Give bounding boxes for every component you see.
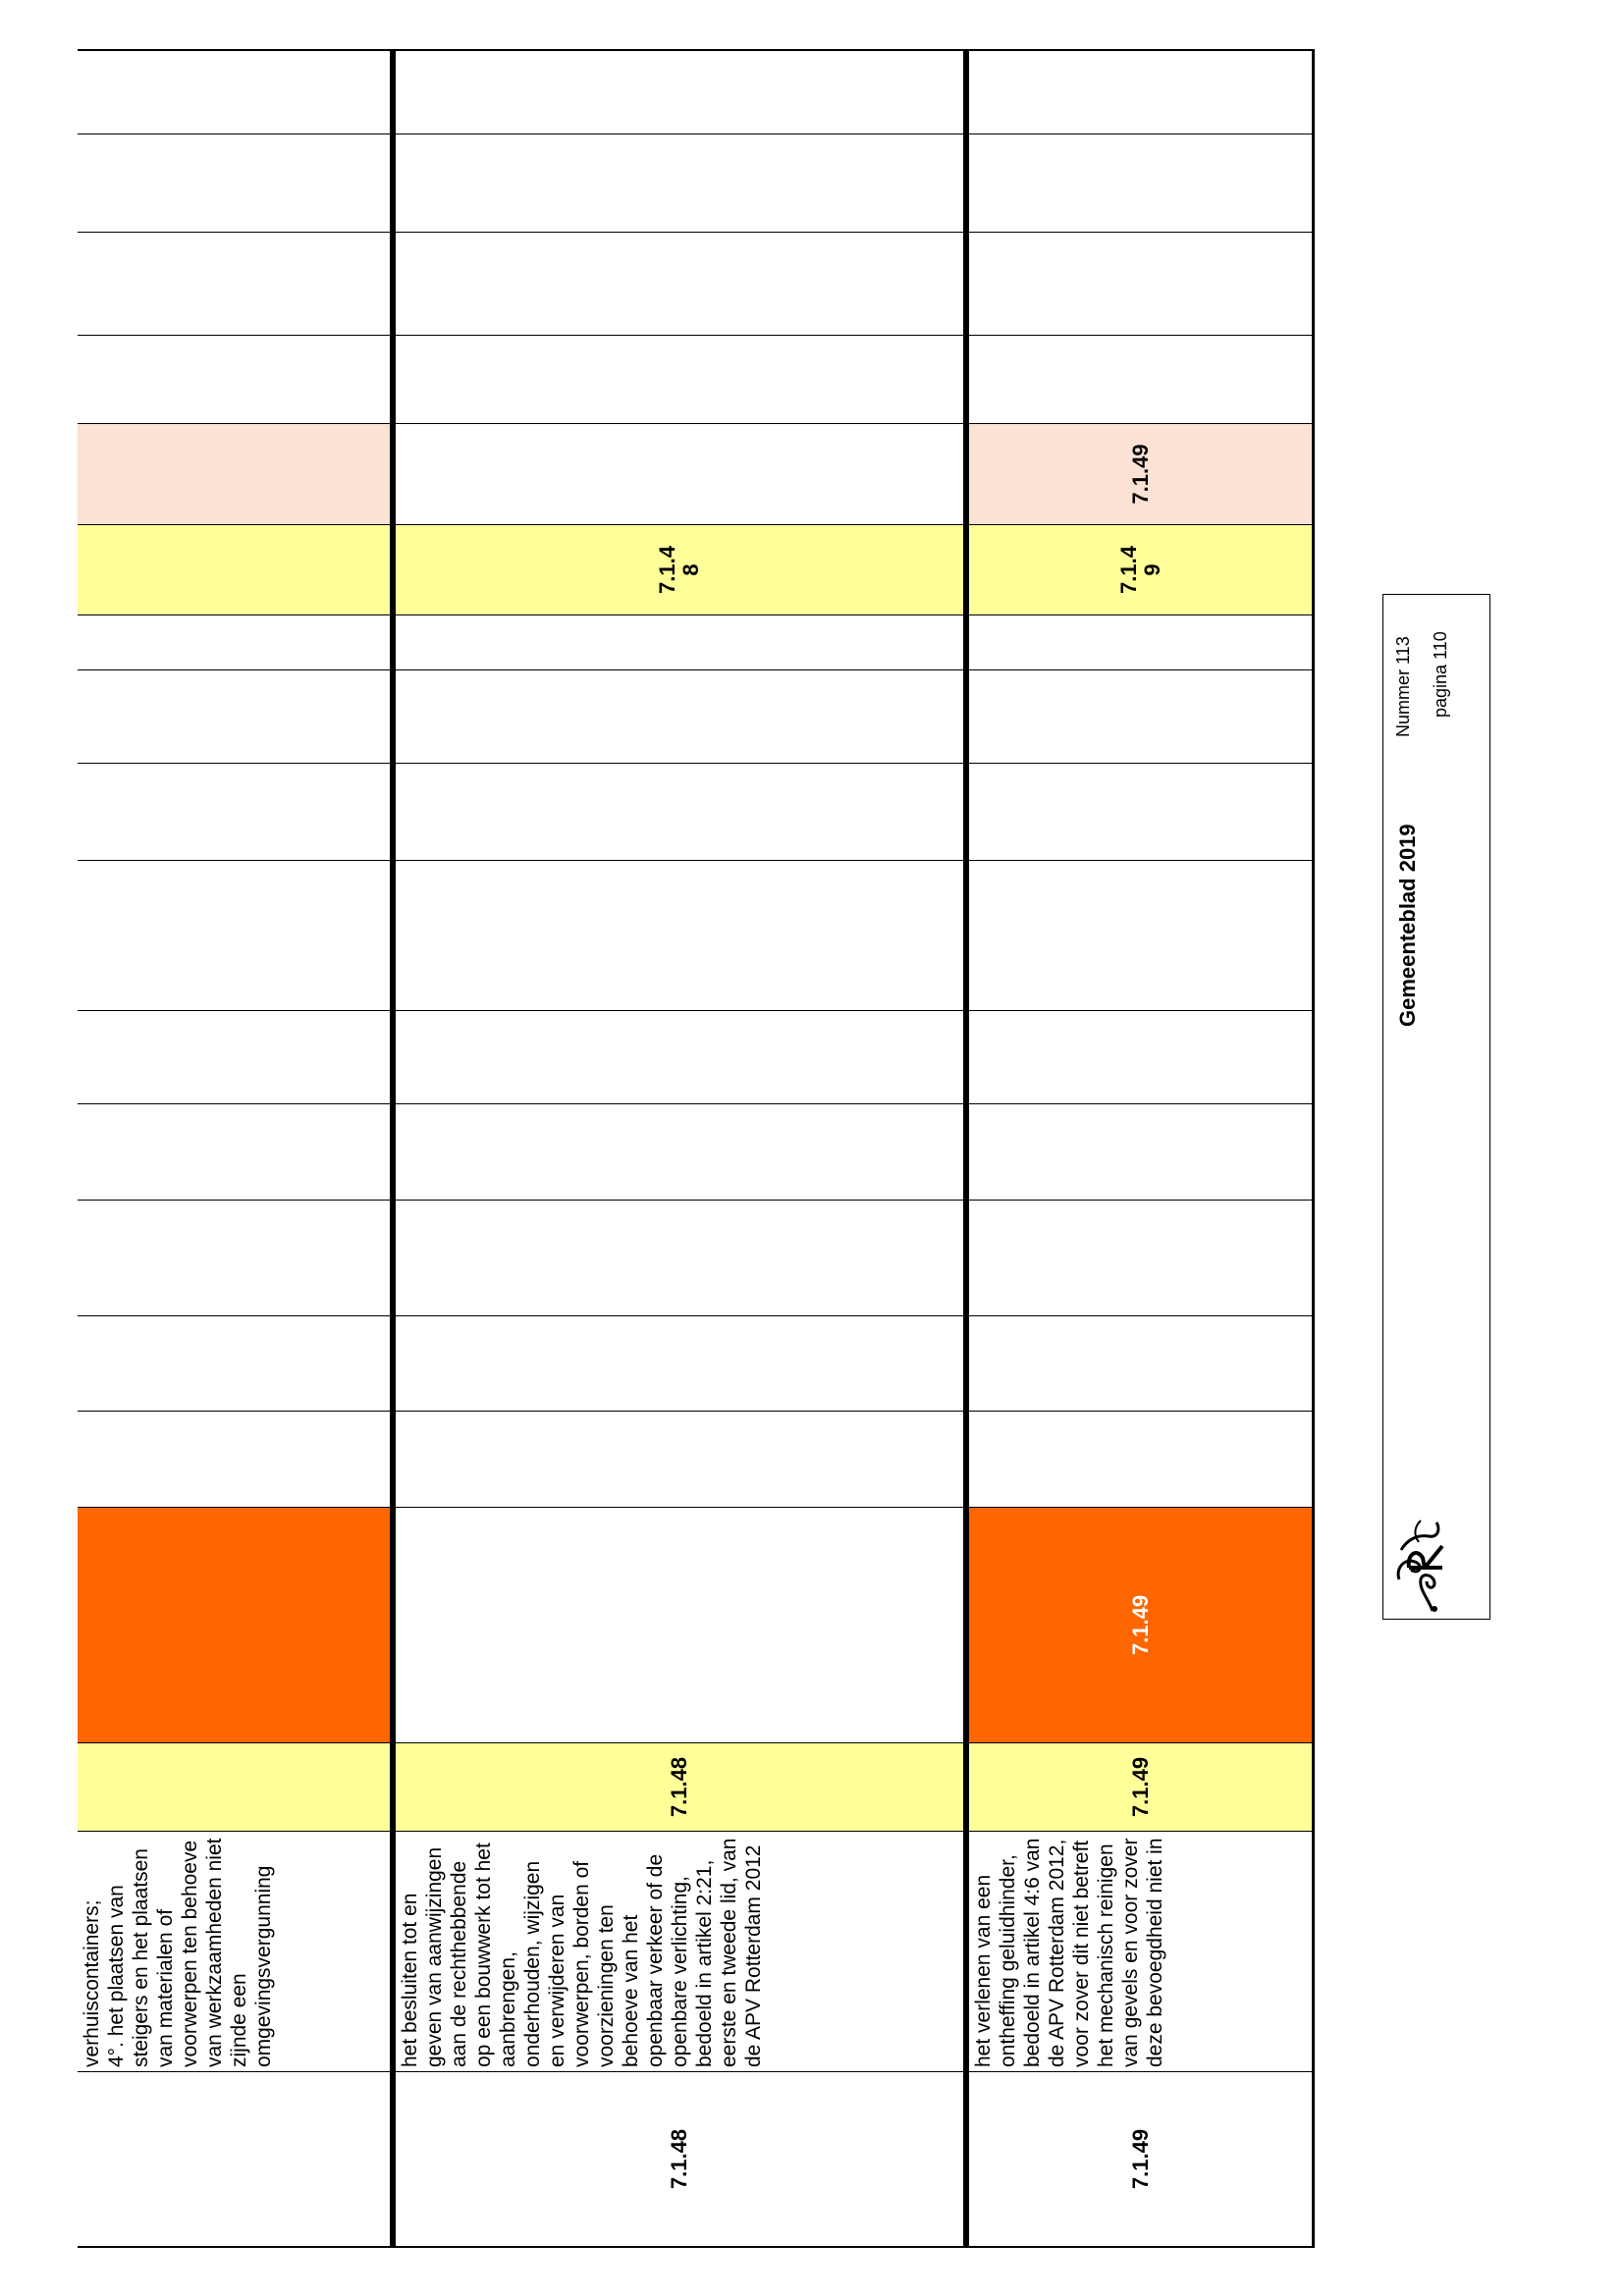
description-text: het besluiten tot en geven van aanwijzingen aan de rechthebbende op een bouwwerk tot het aanbrengen, onderhouden, wijzigen en verwijderen van voorwerpen, borden of voorzieningen ten behoeve van het openbaar verkeer of de openbare verlichting, bedoeld in artikel 2:21, eerste en tweede lid, van de APV Rotterdam 2012 [399, 1838, 765, 2067]
empty-cell [78, 133, 390, 232]
empty-cell [78, 860, 390, 1010]
mandate-code: 7.1.48 [667, 1756, 691, 1818]
mandate-cell-pink [969, 423, 1312, 524]
empty-cell [78, 335, 390, 423]
mandate-cell-pink [78, 423, 390, 524]
empty-cell [396, 1200, 963, 1315]
mandate-cell-yellow-2 [78, 524, 390, 615]
table-row [78, 49, 393, 2248]
mandate-cell-orange [78, 1507, 390, 1742]
empty-cell [78, 1200, 390, 1315]
footer-title: Gemeenteblad 2019 [1395, 824, 1420, 1027]
mandate-code: 7.1.4 8 [655, 546, 703, 594]
mandate-code: 7.1.4 9 [1115, 546, 1164, 594]
empty-cell [396, 860, 963, 1010]
empty-cell [969, 1103, 1312, 1200]
empty-cell [78, 763, 390, 860]
empty-cell [969, 1411, 1312, 1507]
empty-cell [396, 763, 963, 860]
empty-cell [396, 49, 963, 133]
row-number: 7.1.48 [667, 2128, 691, 2190]
mandate-code: 7.1.49 [1127, 1756, 1153, 1818]
mandate-cell-pink [396, 423, 963, 524]
footer-content [1383, 595, 1491, 1621]
mandate-cell-yellow-2 [396, 524, 963, 615]
mandate-cell-yellow-2 [969, 524, 1312, 615]
description-text: het verlenen van een ontheffing geluidhinder, bedoeld in artikel 4:6 van de APV Rotterdam 2012, voor zover dit niet betreft het mechanisch reinigen van gevels en voor zover deze bevoegdheid niet in [972, 1838, 1166, 2067]
row-number-cell [78, 2071, 390, 2248]
empty-cell [969, 335, 1312, 423]
row-number-cell [969, 2071, 1312, 2248]
mandate-cell-yellow [969, 1742, 1312, 1831]
table-row [393, 49, 966, 2248]
mandate-code: 7.1.49 [1127, 444, 1153, 505]
empty-cell [969, 860, 1312, 1010]
empty-cell [78, 1103, 390, 1200]
empty-cell [969, 133, 1312, 232]
empty-cell [969, 615, 1312, 669]
empty-cell [969, 49, 1312, 133]
empty-cell [396, 232, 963, 335]
footer-box [1382, 594, 1490, 1620]
mandate-code: 7.1.49 [1127, 1594, 1153, 1656]
row-number-cell [396, 2071, 963, 2248]
rotated-table [78, 49, 1315, 2248]
empty-cell [78, 1010, 390, 1103]
empty-cell [969, 1200, 1312, 1315]
empty-cell [396, 615, 963, 669]
table-row [966, 49, 1315, 2248]
empty-cell [78, 49, 390, 133]
footer-nummer: Nummer 113 [1393, 636, 1413, 737]
description-cell [969, 1831, 1312, 2071]
empty-cell [78, 1411, 390, 1507]
empty-cell [969, 232, 1312, 335]
empty-cell [396, 335, 963, 423]
empty-cell [969, 1010, 1312, 1103]
empty-cell [78, 1315, 390, 1411]
description-text: verhuiscontainers; 4°. het plaatsen van steigers en het plaatsen van materialen of voorwerpen ten behoeve van werkzaamheden niet zijnde een omgevingsvergunning [81, 1838, 275, 2067]
empty-cell [396, 1411, 963, 1507]
empty-cell [396, 1315, 963, 1411]
mandate-cell-orange [396, 1507, 963, 1742]
empty-cell [78, 232, 390, 335]
empty-cell [78, 669, 390, 763]
row-number: 7.1.49 [1127, 2128, 1153, 2190]
empty-cell [969, 763, 1312, 860]
empty-cell [969, 669, 1312, 763]
empty-cell [969, 1315, 1312, 1411]
empty-cell [78, 615, 390, 669]
rotterdam-logo-icon [1389, 1515, 1448, 1619]
mandate-cell-yellow [78, 1742, 390, 1831]
empty-cell [396, 133, 963, 232]
empty-cell [396, 669, 963, 763]
description-cell [396, 1831, 963, 2071]
description-cell [78, 1831, 390, 2071]
empty-cell [396, 1103, 963, 1200]
mandate-cell-orange [969, 1507, 1312, 1742]
mandate-cell-yellow [396, 1742, 963, 1831]
footer-pagina: pagina 110 [1431, 631, 1450, 718]
empty-cell [396, 1010, 963, 1103]
